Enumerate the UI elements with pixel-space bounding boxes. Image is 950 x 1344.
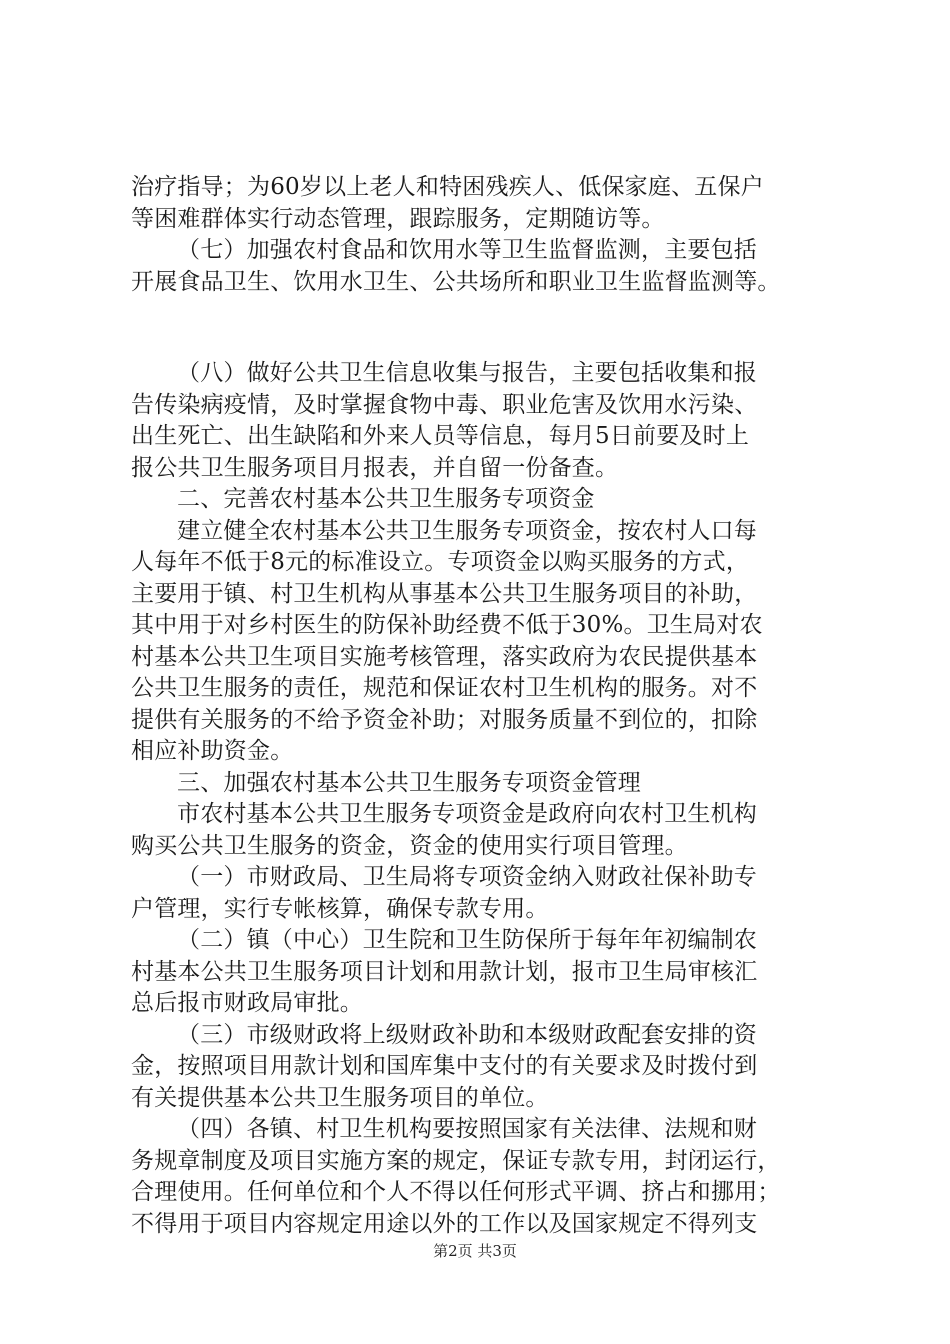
text-line: 总后报市财政局审批。 [131,990,363,1016]
paragraph-spacer [131,298,843,358]
text-line: 其中用于对乡村医生的防保补助经费不低于30%。卫生局对农 [131,612,763,638]
text-line: （二）镇（中心）卫生院和卫生防保所于每年年初编制农 [177,927,757,953]
text-line: （四）各镇、村卫生机构要按照国家有关法律、法规和财 [177,1116,757,1142]
text-line: （三）市级财政将上级财政补助和本级财政配套安排的资 [177,1021,757,1048]
text-line: （一）市财政局、卫生局将专项资金纳入财政社保补助专 [177,864,757,890]
text-line: 报公共卫生服务项目月报表，并自留一份备查。 [131,454,619,481]
text-line: 提供有关服务的不给予资金补助；对服务质量不到位的，扣除 [131,706,758,733]
text-line: 相应补助资金。 [131,738,294,764]
text-line: 主要用于镇、村卫生机构从事基本公共卫生服务项目的补助， [131,580,758,607]
text-line: 不得用于项目内容规定用途以外的工作以及国家规定不得列支 [131,1210,758,1237]
text-line: 合理使用。任何单位和个人不得以任何形式平调、挤占和挪用； [131,1179,781,1205]
text-line: 金，按照项目用款计划和国库集中支付的有关要求及时拨付到 [131,1053,758,1079]
text-line: 户管理，实行专帐核算，确保专款专用。 [131,895,549,922]
text-line: 务规章制度及项目实施方案的规定，保证专款专用，封闭运行， [131,1147,781,1174]
text-line: 出生死亡、出生缺陷和外来人员等信息，每月5日前要及时上 [131,423,750,449]
text-line: 开展食品卫生、饮用水卫生、公共场所和职业卫生监督监测等。 [131,268,781,295]
text-line: （七）加强农村食品和饮用水等卫生监督监测，主要包括 [177,237,757,263]
section-heading: 三、加强农村基本公共卫生服务专项资金管理 [177,769,641,796]
text-line: 公共卫生服务的责任，规范和保证农村卫生机构的服务。对不 [131,675,758,701]
text-line: 市农村基本公共卫生服务专项资金是政府向农村卫生机构 [177,801,757,827]
text-line: 建立健全农村基本公共卫生服务专项资金，按农村人口每 [177,517,757,544]
text-line: 购买公共卫生服务的资金，资金的使用实行项目管理。 [131,832,688,859]
text-line: 人每年不低于8元的标准设立。专项资金以购买服务的方式， [131,549,750,575]
document-body [131,172,843,1240]
text-line: 有关提供基本公共卫生服务项目的单位。 [131,1084,549,1111]
text-line: 治疗指导；为60岁以上老人和特困残疾人、低保家庭、五保户 [131,174,764,200]
text-line: 告传染病疫情，及时掌握食物中毒、职业危害及饮用水污染、 [131,391,758,418]
text-line: 村基本公共卫生项目实施考核管理，落实政府为农民提供基本 [131,643,758,670]
text-line: 村基本公共卫生服务项目计划和用款计划，报市卫生局审核汇 [131,958,758,985]
page-footer: 第2页 共3页 [433,1242,517,1260]
text-line: 等困难群体实行动态管理，跟踪服务，定期随访等。 [131,205,665,232]
section-heading: 二、完善农村基本公共卫生服务专项资金 [177,486,595,512]
text-line: （八）做好公共卫生信息收集与报告，主要包括收集和报 [177,360,757,386]
